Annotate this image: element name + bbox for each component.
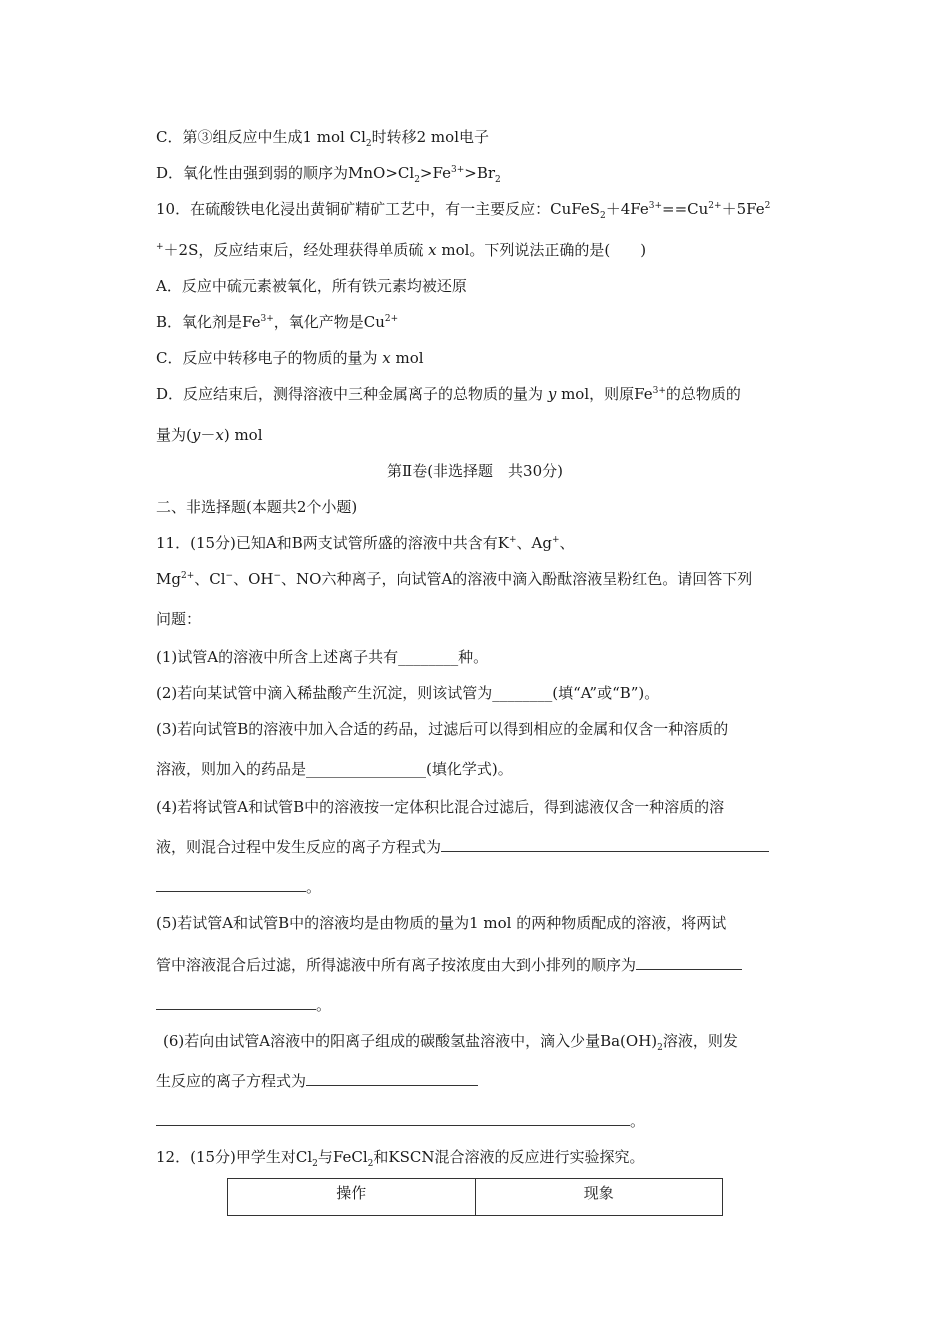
table-header-row	[228, 1179, 723, 1216]
q10-option-c: C．反应中转移电子的物质的量为 x mol	[156, 349, 424, 367]
q11-part4-line2-text: 液，则混合过程中发生反应的离子方程式为	[156, 838, 442, 856]
q11-part1: (1)试管A的溶液中所含上述离子共有________种。	[156, 648, 489, 666]
answer-blank[interactable]	[156, 995, 316, 1010]
q11-stem-line3: 问题：	[156, 610, 202, 628]
q11-part3-line1: (3)若向试管B的溶液中加入合适的药品，过滤后可以得到相应的金属和仅含一种溶质的	[156, 720, 729, 738]
q10-option-d-line2: 量为(y－x) mol	[156, 426, 263, 444]
q11-part4-line3	[156, 877, 321, 897]
q11-part4-line1: (4)若将试管A和试管B中的溶液按一定体积比混合过滤后，得到滤液仅含一种溶质的溶	[156, 798, 725, 816]
q10-stem-line1: 10．在硫酸铁电化浸出黄铜矿精矿工艺中，有一主要反应：$CuFeS_2+4Fe^{3+}==Cu^{2+}+5Fe^2$	[156, 200, 771, 221]
q11-part2: (2)若向某试管中滴入稀盐酸产生沉淀，则该试管为________(填“A”或“B”)。	[156, 684, 660, 702]
q12-stem: 12．(15分)甲学生对$Cl_2$与FeCl$_2$和KSCN混合溶液的反应进行实验探究。	[156, 1148, 645, 1169]
q11-part5-line2-text: 管中溶液混合后过滤，所得滤液中所有离子按浓度由大到小排列的顺序为	[156, 956, 637, 974]
table-header-operation: 操作	[228, 1179, 476, 1216]
q11-part4-line2	[156, 837, 769, 857]
line-end-mark: 。	[306, 878, 322, 896]
q10-option-b: B．氧化剂是$Fe^{3+}$，氧化产物是$Cu^{2+}$	[156, 313, 399, 331]
q9-option-d: D．氧化性由强到弱的顺序为$MnO>Cl_2>Fe^{3+}>Br_2$	[156, 164, 501, 185]
section-heading: 二、非选择题(本题共2个小题)	[156, 498, 358, 516]
q11-part5-line2	[156, 955, 742, 975]
q11-stem-line1: 11．(15分)已知A和B两支试管所盛的溶液中共含有K+、Ag+、	[156, 534, 575, 552]
q11-part6-line1: (6)若向由试管A溶液中的阳离子组成的碳酸氢盐溶液中，滴入少量$Ba(OH)_2$溶液，则发	[163, 1032, 738, 1053]
answer-blank[interactable]	[306, 1071, 478, 1086]
answer-blank[interactable]	[441, 837, 769, 852]
q11-part5-line3	[156, 995, 331, 1015]
q11-part5-line1: (5)若试管A和试管B中的溶液均是由物质的量为1 mol 的两种物质配成的溶液，将两试	[156, 914, 727, 932]
line-end-mark: 。	[630, 1112, 646, 1130]
answer-blank[interactable]	[156, 877, 306, 892]
q9-option-c: C．第③组反应中生成1 mol $Cl_2$时转移2 mol电子	[156, 128, 489, 149]
q11-part6-line2	[156, 1071, 478, 1091]
q10-stem-line2: +＋2S，反应结束后，经处理获得单质硫 x mol。下列说法正确的是( )	[156, 241, 647, 259]
q10-option-d-line1: D．反应结束后，测得溶液中三种金属离子的总物质的量为 y mol，则原$Fe^{3+}$的总物质的	[156, 385, 741, 403]
q11-stem-line2: $Mg^{2+}$、Cl−、OH−、NO六种离子，向试管A的溶液中滴入酚酞溶液呈粉红色。请回答下列	[156, 570, 753, 588]
q11-part3-line2: 溶液，则加入的药品是________________(填化学式)。	[156, 760, 513, 778]
table-header-phenomenon: 现象	[475, 1179, 723, 1216]
line-end-mark: 。	[316, 996, 332, 1014]
q10-option-a: A．反应中硫元素被氧化，所有铁元素均被还原	[156, 277, 467, 295]
experiment-table	[227, 1178, 723, 1216]
q11-part6-line2-text: 生反应的离子方程式为	[156, 1072, 307, 1090]
q11-part6-line3	[156, 1111, 645, 1131]
section-title: 第Ⅱ卷(非选择题 共30分)	[387, 462, 563, 480]
answer-blank[interactable]	[636, 955, 742, 970]
answer-blank[interactable]	[156, 1111, 630, 1126]
